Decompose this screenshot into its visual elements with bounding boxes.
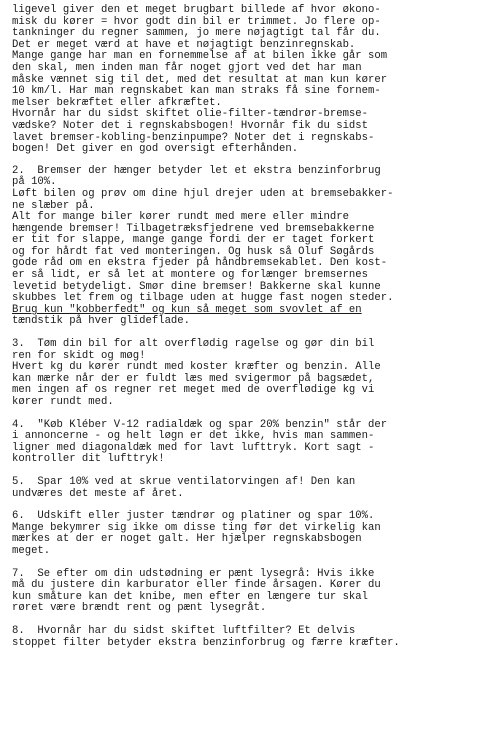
- section-7-exhaust: [12, 569, 495, 615]
- text-line: tændstik på hver glideflade.: [12, 315, 191, 328]
- text-line: tankninger du regner sammen, jo mere nøjagtigt tal får du.: [12, 27, 381, 40]
- text-line: skubbes let frem og tilbage uden at hugge fast nogen steder.: [12, 292, 394, 305]
- section-6-spark-plugs: [12, 511, 495, 557]
- section-4-tyres: [12, 420, 495, 466]
- text-line: må du justere din karburator eller finde årsagen. Kører du: [12, 579, 381, 592]
- section-heading-line: 2. Bremser der hænger betyder let et ekstra benzinforbrug: [12, 164, 381, 177]
- text-line: stoppet filter betyder ekstra benzinforbrug og færre kræfter.: [12, 636, 400, 649]
- section-2-brakes: [12, 166, 495, 328]
- section-heading-line: 5. Spar 10% ved at skrue ventilatorvingen af! Den kan: [12, 475, 356, 488]
- text-line: er så lidt, er så let at montere og forlænger bremsernes: [12, 269, 369, 282]
- text-line: vædske? Noter det i regnskabsbogen! Hvornår fik du sidst: [12, 119, 369, 132]
- section-heading-line: 3. Tøm din bil for alt overflødig ragelse og gør din bil: [12, 338, 375, 351]
- text-line: Mange bekymrer sig ikke om disse ting før det virkelig kan: [12, 521, 381, 534]
- text-line: undværes det meste af året.: [12, 487, 184, 500]
- text-line: kan mærke når der er fuldt læs med svigermor på bagsædet,: [12, 372, 375, 385]
- section-heading-line: 6. Udskift eller juster tændrør og platiner og spar 10%.: [12, 510, 375, 523]
- text-line: på 10%.: [12, 176, 57, 189]
- section-heading-line: 7. Se efter om din udstødning er pænt lysegrå: Hvis ikke: [12, 567, 375, 580]
- text-line: måske vænnet sig til det, med det resultat at man kun kører: [12, 73, 388, 86]
- text-line: Løft bilen og prøv om dine hjul drejer uden at bremsebakker-: [12, 187, 394, 200]
- text-line: mærkes at der er noget galt. Her hjælper regnskabsbogen: [12, 533, 362, 546]
- section-5-fan: [12, 477, 495, 500]
- text-line: i annoncerne - og helt løgn er det ikke, hvis man sammen-: [12, 430, 375, 443]
- text-line: levetid betydeligt. Smør dine bremser! Bakkerne skal kunne: [12, 280, 381, 293]
- text-line: kontroller dit lufttryk!: [12, 453, 165, 466]
- text-line: misk du kører = hvor godt din bil er trimmet. Jo flere op-: [12, 15, 381, 28]
- text-line: Mange gange har man en fornemmelse af at bilen ikke går som: [12, 50, 388, 63]
- text-line: hængende bremser! Tilbagetræksfjedrene ved bremsebakkerne: [12, 222, 375, 235]
- text-line: melser bekræftet eller afkræftet.: [12, 96, 222, 109]
- text-line: røret være brændt rent og pænt lysegråt.: [12, 602, 267, 615]
- text-line: ren for skidt og møg!: [12, 349, 146, 362]
- text-line: gode råd om en ekstra fjeder på håndbremsekablet. Den kost-: [12, 257, 388, 270]
- text-line: kører rundt med.: [12, 396, 114, 408]
- underlined-text-line: Brug kun "kobberfedt" og kun så meget som svovlet af en: [12, 303, 362, 316]
- text-line: ne slæber på.: [12, 199, 95, 212]
- text-line: 10 km/l. Har man regnskabet kan man straks få sine fornem-: [12, 85, 381, 98]
- intro-paragraph: [12, 5, 495, 156]
- section-8-air-filter: [12, 626, 495, 649]
- text-line: Hvornår har du sidst skiftet olie-filter-tændrør-bremse-: [12, 108, 369, 121]
- text-line: Det er meget værd at have et nøjagtigt benzinregnskab.: [12, 38, 356, 51]
- section-3-empty-car: [12, 339, 495, 409]
- text-line: Hvert kg du kører rundt med koster kræfter og benzin. Alle: [12, 361, 381, 374]
- text-line: og for hårdt fat ved monteringen. Og husk så Oluf Søgårds: [12, 245, 375, 258]
- text-line: meget.: [12, 544, 51, 557]
- section-heading-line: 8. Hvornår har du sidst skiftet luftfilter? Et delvis: [12, 624, 356, 637]
- text-line: ligner med diagonaldæk med for lavt lufttryk. Kort sagt -: [12, 441, 375, 454]
- text-line: bogen! Det giver en god oversigt efterhånden.: [12, 143, 299, 156]
- section-heading-line: 4. "Køb Kléber V-12 radialdæk og spar 20% benzin" står der: [12, 418, 388, 431]
- text-line: kun småture kan det knibe, men efter en længere tur skal: [12, 590, 369, 603]
- text-line: lavet bremser-kobling-benzinpumpe? Noter det i regnskabs-: [12, 131, 375, 144]
- text-line: den skal, men inden man får noget gjort ved det har man: [12, 61, 362, 74]
- text-line: er tit for slappe, mange gange fordi der er taget forkert: [12, 234, 375, 247]
- text-line: ligevel giver den et meget brugbart billede af hvor økono-: [12, 4, 381, 16]
- text-line: men ingen af os regner ret meget med de overflødige kg vi: [12, 384, 375, 397]
- text-line: Alt for mange biler kører rundt med mere eller mindre: [12, 211, 349, 224]
